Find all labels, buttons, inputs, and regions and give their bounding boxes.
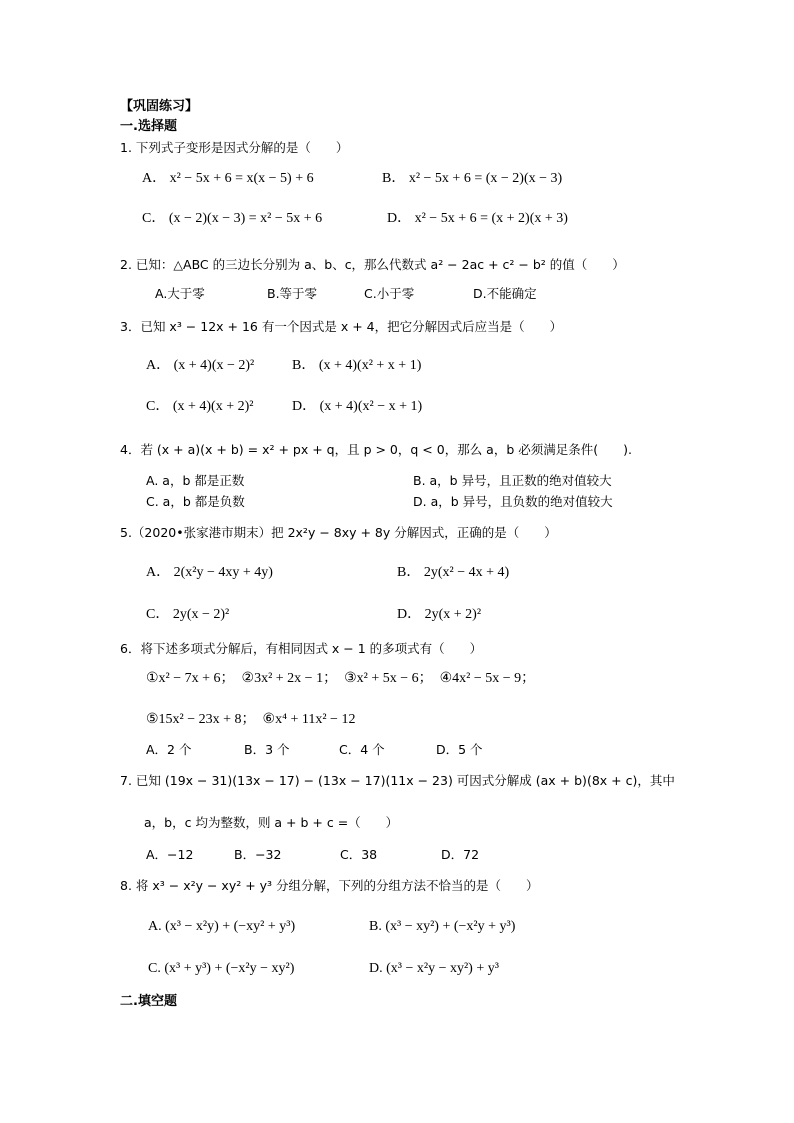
question-6-option-b: B．3 个 bbox=[244, 742, 290, 757]
question-8-stem: 8. 将 x³ − x²y − xy² + y³ 分组分解，下列的分组方法不恰当的是（ ） bbox=[120, 878, 539, 893]
question-3-option-a: A． (x + 4)(x − 2)² bbox=[146, 358, 255, 373]
question-3-option-b: B． (x + 4)(x² + x + 1) bbox=[292, 358, 422, 373]
question-1-option-b: B． x² − 5x + 6 = (x − 2)(x − 3) bbox=[382, 171, 563, 186]
question-3-option-d: D． (x + 4)(x² − x + 1) bbox=[292, 399, 423, 414]
question-1-stem: 1. 下列式子变形是因式分解的是（ ） bbox=[120, 140, 349, 155]
section-fill-in-title: 二.填空题 bbox=[120, 994, 177, 1009]
question-8-option-a: A. (x³ − x²y) + (−xy² + y³) bbox=[148, 919, 296, 934]
question-3-option-c: C． (x + 4)(x + 2)² bbox=[146, 399, 254, 414]
question-4-option-a: A. a，b 都是正数 bbox=[146, 473, 245, 488]
question-4-stem: 4．若 (x + a)(x + b) = x² + px + q，且 p > 0，q < 0，那么 a，b 必须满足条件( ). bbox=[120, 442, 632, 457]
question-5-stem: 5.（2020•张家港市期末）把 2x²y − 8xy + 8y 分解因式，正确的是（ ） bbox=[120, 525, 557, 540]
question-7-stem: 7. 已知 (19x − 31)(13x − 17) − (13x − 17)(11x − 23) 可因式分解成 (ax + b)(8x + c)，其中 bbox=[120, 773, 675, 788]
question-2-option-a: A.大于零 bbox=[155, 286, 205, 301]
question-7-stem-continued: a，b，c 均为整数，则 a + b + c =（ ） bbox=[144, 815, 399, 830]
question-4-option-c: C. a，b 都是负数 bbox=[146, 494, 245, 509]
question-2-stem: 2. 已知：△ABC 的三边长分别为 a、b、c，那么代数式 a² − 2ac + c² − b² 的值（ ） bbox=[120, 257, 625, 272]
question-4-option-d: D. a，b 异号，且负数的绝对值较大 bbox=[413, 494, 613, 509]
question-2-option-c: C.小于零 bbox=[364, 286, 415, 301]
question-5-option-d: D． 2y(x + 2)² bbox=[397, 607, 482, 622]
question-4-option-b: B. a，b 异号，且正数的绝对值较大 bbox=[413, 473, 612, 488]
question-2-option-d: D.不能确定 bbox=[473, 286, 537, 301]
question-3-stem: 3．已知 x³ − 12x + 16 有一个因式是 x + 4，把它分解因式后应当是（ ） bbox=[120, 319, 563, 334]
question-7-option-a: A．−12 bbox=[146, 847, 194, 862]
question-5-option-b: B． 2y(x² − 4x + 4) bbox=[397, 565, 510, 580]
question-5-option-c: C． 2y(x − 2)² bbox=[146, 607, 230, 622]
question-7-option-b: B．−32 bbox=[234, 847, 282, 862]
question-6-stem: 6．将下述多项式分解后，有相同因式 x − 1 的多项式有（ ） bbox=[120, 641, 483, 656]
question-6-option-d: D．5 个 bbox=[436, 742, 483, 757]
question-7-option-d: D．72 bbox=[441, 847, 480, 862]
question-1-option-a: A． x² − 5x + 6 = x(x − 5) + 6 bbox=[142, 171, 314, 186]
question-6-option-a: A．2 个 bbox=[146, 742, 192, 757]
question-2-option-b: B.等于零 bbox=[267, 286, 318, 301]
question-1-option-c: C． (x − 2)(x − 3) = x² − 5x + 6 bbox=[142, 211, 323, 226]
question-8-option-b: B. (x³ − xy²) + (−x²y + y³) bbox=[369, 919, 516, 934]
question-8-option-d: D. (x³ − x²y − xy²) + y³ bbox=[369, 961, 499, 976]
question-8-option-c: C. (x³ + y³) + (−x²y − xy²) bbox=[148, 961, 295, 976]
exercise-heading: 【巩固练习】 bbox=[120, 99, 199, 114]
section-choice-title: 一.选择题 bbox=[120, 119, 177, 134]
question-5-option-a: A． 2(x²y − 4xy + 4y) bbox=[146, 565, 273, 580]
question-6-option-c: C．4 个 bbox=[339, 742, 385, 757]
question-1-option-d: D． x² − 5x + 6 = (x + 2)(x + 3) bbox=[387, 211, 568, 226]
question-7-option-c: C．38 bbox=[340, 847, 378, 862]
question-6-polynomials-row-2: ⑤15x² − 23x + 8； ⑥x⁴ + 11x² − 12 bbox=[146, 712, 356, 727]
question-6-polynomials-row-1: ①x² − 7x + 6； ②3x² + 2x − 1； ③x² + 5x − 6； ④4x² − 5x − 9； bbox=[146, 671, 536, 686]
